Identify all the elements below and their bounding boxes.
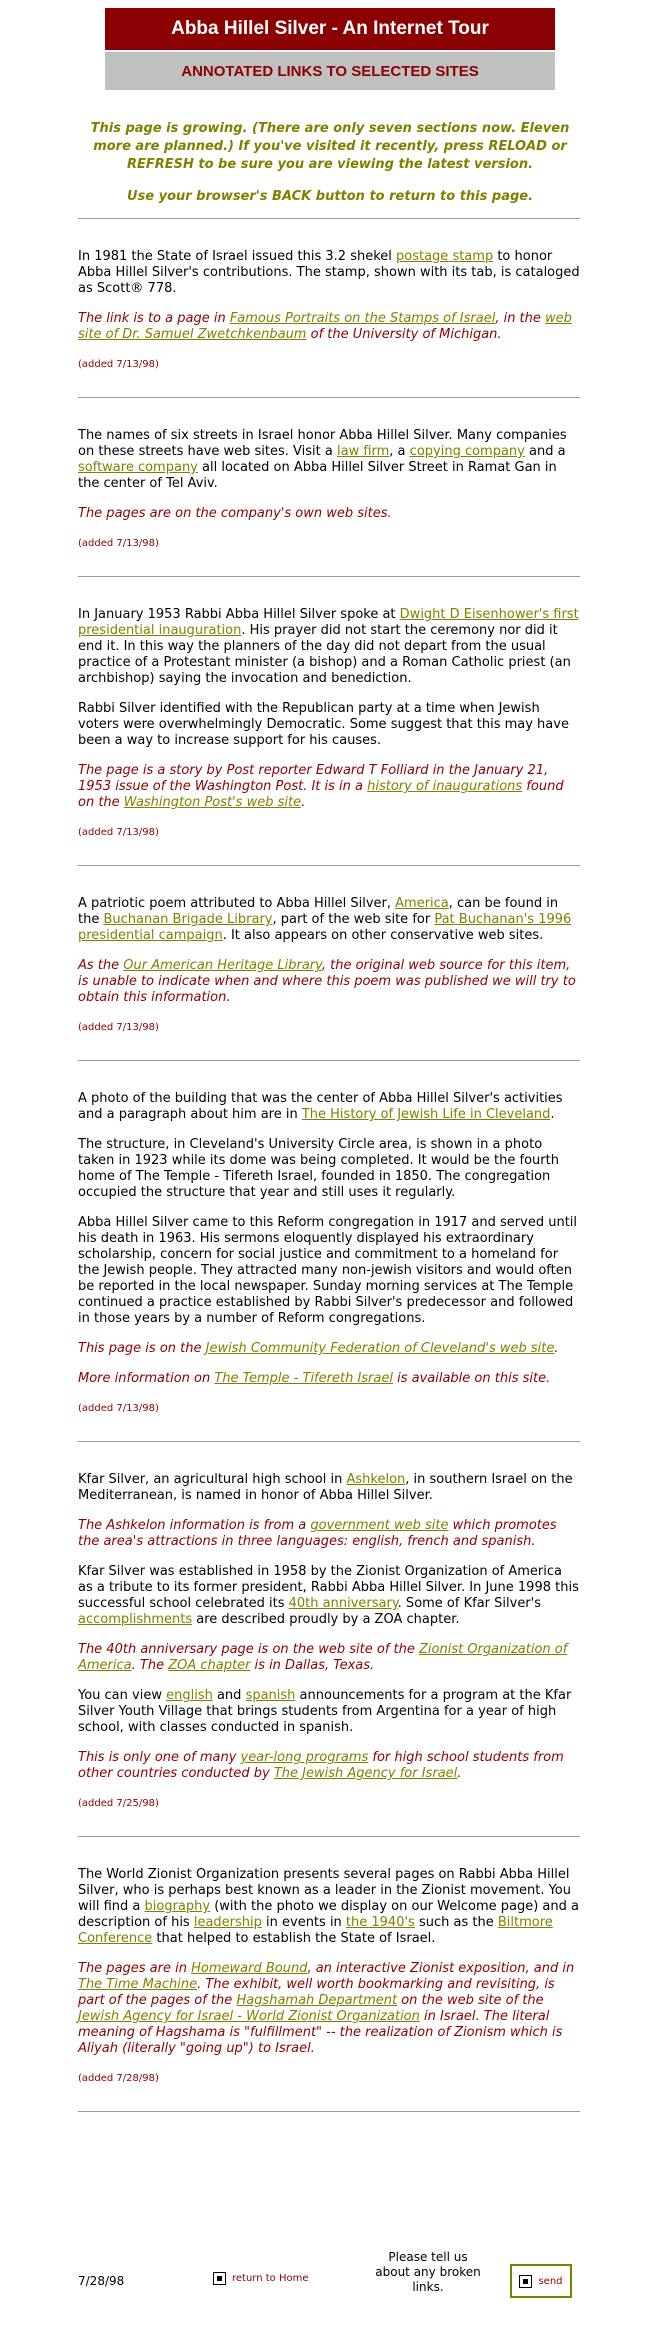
text: , part of the web site for bbox=[272, 912, 435, 927]
divider bbox=[78, 2111, 580, 2112]
link-accomplishments[interactable]: accomplishments bbox=[78, 1612, 193, 1627]
text: on the web site of the bbox=[397, 1993, 544, 2008]
section-stamp bbox=[78, 219, 580, 397]
text: announcements for a program at the Kfar Silver Youth Village that brings students from Argentina for a year of high school, with classes conducted in spanish. bbox=[78, 1688, 572, 1735]
text: . bbox=[457, 1766, 462, 1781]
text: This page is on the bbox=[78, 1341, 206, 1356]
mail-icon[interactable] bbox=[519, 2275, 532, 2288]
paragraph: The structure, in Cleveland's University Circle area, is shown in a photo taken in 1923 while its dome was being completed. It would be the fourth home of The Temple - Tifereth Israel, founded in 1850. The congregation occupied the structure that year and still uses it regularly. bbox=[78, 1137, 559, 1200]
text: are described proudly by a ZOA chapter. bbox=[192, 1612, 460, 1627]
link-buchanan-brigade-library[interactable]: Buchanan Brigade Library bbox=[103, 912, 273, 927]
paragraph: Abba Hillel Silver came to this Reform congregation in 1917 and served until his death in 1963. His sermons eloquently displayed his extraordinary scholarship, concern for social justice and commitment to a homeland for the Jewish people. They attracted many non-jewish visitors and would often be reported in the local newspaper. Sunday morning services at The Temple continued a practice established by Rabbi Silver's predecessor and followed in those years by a number of Reform congregations. bbox=[78, 1215, 578, 1326]
link-hagshamah-department[interactable]: Hagshamah Department bbox=[236, 1993, 398, 2008]
return-home-label[interactable]: return to Home bbox=[232, 2273, 309, 2284]
link-english[interactable]: english bbox=[166, 1688, 213, 1703]
send-label[interactable]: send bbox=[538, 2275, 563, 2287]
text: in events in bbox=[261, 1915, 346, 1930]
text: In January 1953 Rabbi Abba Hillel Silver spoke at bbox=[78, 607, 400, 622]
paragraph bbox=[78, 1867, 580, 1947]
link-zwetchkenbaum-site[interactable]: web site of Dr. Samuel Zwetchkenbaum bbox=[78, 311, 572, 342]
text: , in southern Israel on the Mediterranean, is named in honor of Abba Hillel Silver. bbox=[78, 1472, 573, 1503]
section-cleveland bbox=[78, 1061, 580, 1441]
section-poem bbox=[78, 866, 580, 1060]
link-jewish-agency-for-israel[interactable]: The Jewish Agency for Israel bbox=[273, 1766, 458, 1781]
note: The pages are on the company's own web sites. bbox=[78, 506, 392, 521]
note bbox=[78, 1371, 580, 1387]
text: . The bbox=[131, 1658, 169, 1673]
link-law-firm[interactable]: law firm bbox=[336, 444, 390, 459]
text: , in the bbox=[495, 311, 546, 326]
note bbox=[78, 1518, 580, 1550]
link-copying-company[interactable]: copying company bbox=[409, 444, 525, 459]
paragraph bbox=[78, 428, 580, 492]
paragraph bbox=[78, 249, 580, 297]
link-american-heritage-library[interactable]: Our American Heritage Library bbox=[123, 958, 322, 973]
text: for high school students from other countries conducted by bbox=[78, 1750, 564, 1781]
notice-back: Use your browser's BACK button to return to this page. bbox=[126, 189, 534, 204]
text: and a bbox=[524, 444, 566, 459]
text: , an interactive Zionist exposition, and in bbox=[307, 1961, 575, 1976]
paragraph bbox=[78, 607, 580, 687]
paragraph bbox=[78, 1091, 580, 1123]
text: all located on Abba Hillel Silver Street in Ramat Gan in the center of Tel Aviv. bbox=[78, 460, 557, 491]
paragraph bbox=[78, 1564, 580, 1628]
text: As the bbox=[78, 958, 124, 973]
page-title: Abba Hillel Silver - An Internet Tour bbox=[105, 8, 555, 50]
added-date: (added 7/13/98) bbox=[78, 538, 159, 549]
text: found on the bbox=[78, 779, 564, 810]
text: , the original web source for this item, is unable to indicate when and where this poem was published we will try to obtain this information. bbox=[78, 958, 576, 1005]
added-date: (added 7/13/98) bbox=[78, 827, 159, 838]
link-time-machine[interactable]: The Time Machine bbox=[78, 1977, 198, 1992]
link-ashkelon[interactable]: Ashkelon bbox=[346, 1472, 406, 1487]
footer bbox=[78, 2240, 580, 2320]
link-buchanan-campaign[interactable]: Pat Buchanan's 1996 presidential campaign bbox=[78, 912, 572, 943]
return-home-link[interactable] bbox=[213, 2272, 309, 2285]
text: You can view bbox=[78, 1688, 167, 1703]
text: . bbox=[550, 1107, 555, 1122]
link-zoa-chapter[interactable]: ZOA chapter bbox=[168, 1658, 251, 1673]
text: in Israel. The literal meaning of Hagshama is "fulfillment" -- the realization of Zionism which is Aliyah (literally "going up") to Israel. bbox=[78, 2009, 563, 2056]
text: The names of six streets in Israel honor Abba Hillel Silver. Many companies on these streets have web sites. Visit a bbox=[78, 428, 567, 459]
link-famous-portraits[interactable]: Famous Portraits on the Stamps of Israel bbox=[229, 311, 496, 326]
paragraph: Rabbi Silver identified with the Republican party at a time when Jewish voters were overwhelmingly Democratic. Some suggest that this may have been a way to increase support for his causes. bbox=[78, 701, 569, 748]
link-homeward-bound[interactable]: Homeward Bound bbox=[191, 1961, 308, 1976]
link-40th-anniversary[interactable]: 40th anniversary bbox=[288, 1596, 398, 1611]
link-year-long-programs[interactable]: year-long programs bbox=[240, 1750, 369, 1765]
text: to honor Abba Hillel Silver's contributions. The stamp, shown with its tab, is cataloged as Scott® 778. bbox=[78, 249, 580, 296]
text: A patriotic poem attributed to Abba Hillel Silver, bbox=[78, 896, 396, 911]
text: is available on this site. bbox=[392, 1371, 551, 1386]
text: . Some of Kfar Silver's bbox=[397, 1596, 542, 1611]
link-eisenhower-inauguration[interactable]: Dwight D Eisenhower's first presidential inauguration bbox=[78, 607, 579, 638]
text: , can be found in the bbox=[78, 896, 559, 927]
paragraph bbox=[78, 1688, 580, 1736]
text: Kfar Silver was established in 1958 by the Zionist Organization of America as a tribute to its former president, Rabbi Abba Hillel Silver. In June 1998 this successful school celebrated its bbox=[78, 1564, 579, 1611]
section-kfar-silver bbox=[78, 1442, 580, 1836]
link-america-poem[interactable]: America bbox=[395, 896, 449, 911]
text: The page is a story by Post reporter Edward T Folliard in the January 21, 1953 issue of the Washington Post. It is in a bbox=[78, 763, 549, 794]
text: (with the photo we display on our Welcome page) and a description of his bbox=[78, 1899, 579, 1930]
link-jcf-cleveland[interactable]: Jewish Community Federation of Cleveland's web site bbox=[205, 1341, 555, 1356]
text: The pages are in bbox=[78, 1961, 192, 1976]
text: . It also appears on other conservative web sites. bbox=[222, 928, 544, 943]
note bbox=[78, 958, 580, 1006]
text: is in Dallas, Texas. bbox=[250, 1658, 375, 1673]
text: . bbox=[301, 795, 306, 810]
text: The World Zionist Organization presents several pages on Rabbi Abba Hillel Silver, who is perhaps best known as a leader in the Zionist movement. You will find a bbox=[78, 1867, 571, 1914]
text: A photo of the building that was the center of Abba Hillel Silver's activities and a paragraph about him are in bbox=[78, 1091, 563, 1122]
added-date: (added 7/13/98) bbox=[78, 1403, 159, 1414]
text: . bbox=[554, 1341, 559, 1356]
link-leadership[interactable]: leadership bbox=[193, 1915, 262, 1930]
text: which promotes the area's attractions in three languages: english, french and spanish. bbox=[78, 1518, 557, 1549]
paragraph bbox=[78, 1472, 580, 1504]
note bbox=[78, 763, 580, 811]
page-subtitle: ANNOTATED LINKS TO SELECTED SITES bbox=[105, 52, 555, 90]
broken-links-note: Please tell us about any broken links. bbox=[375, 2250, 481, 2294]
text: . The exhibit, well worth bookmarking and revisiting, is part of the pages of the bbox=[78, 1977, 555, 2008]
text: and bbox=[212, 1688, 246, 1703]
link-biography[interactable]: biography bbox=[144, 1899, 211, 1914]
text: The Ashkelon information is from a bbox=[78, 1518, 311, 1533]
text: , a bbox=[389, 444, 410, 459]
link-postage-stamp[interactable]: postage stamp bbox=[396, 249, 494, 264]
link-the-1940s[interactable]: the 1940's bbox=[345, 1915, 415, 1930]
note bbox=[78, 1341, 580, 1357]
text: This is only one of many bbox=[78, 1750, 241, 1765]
text: . His prayer did not start the ceremony nor did it end it. In this way the planners of the day did not depart from the usual practice of a Protestant minister (a bishop) and a Roman Catholic priest (an archbishop) saying the invocation and benediction. bbox=[78, 623, 571, 686]
home-button-icon[interactable] bbox=[213, 2272, 226, 2285]
paragraph bbox=[78, 896, 580, 944]
link-temple-tifereth-israel[interactable]: The Temple - Tifereth Israel bbox=[214, 1371, 393, 1386]
notice-reload: This page is growing. (There are only seven sections now. Eleven more are planned.) If you've visited it recently, press RELOAD or REFRESH to be sure you are viewing the latest version. bbox=[90, 121, 570, 172]
added-date: (added 7/25/98) bbox=[78, 1798, 159, 1809]
section-wzo bbox=[78, 1837, 580, 2111]
link-spanish[interactable]: spanish bbox=[245, 1688, 296, 1703]
added-date: (added 7/13/98) bbox=[78, 359, 159, 370]
text: More information on bbox=[78, 1371, 215, 1386]
growing-notice bbox=[80, 120, 580, 220]
link-government-web-site[interactable]: government web site bbox=[310, 1518, 449, 1533]
link-jafi-wzo[interactable]: Jewish Agency for Israel - World Zionist Organization bbox=[78, 2009, 420, 2024]
link-biltmore-conference[interactable]: Biltmore Conference bbox=[78, 1915, 553, 1946]
link-jewish-life-cleveland[interactable]: The History of Jewish Life in Cleveland bbox=[301, 1107, 551, 1122]
footer-date: 7/28/98 bbox=[78, 2274, 125, 2288]
link-software-company[interactable]: software company bbox=[78, 460, 198, 475]
text: such as the bbox=[414, 1915, 498, 1930]
text: Kfar Silver, an agricultural high school in bbox=[78, 1472, 347, 1487]
send-button[interactable] bbox=[510, 2264, 572, 2298]
added-date: (added 7/28/98) bbox=[78, 2073, 159, 2084]
link-zionist-organization-of-america[interactable]: Zionist Organization of America bbox=[78, 1642, 568, 1673]
added-date: (added 7/13/98) bbox=[78, 1022, 159, 1033]
note bbox=[78, 1750, 580, 1782]
link-washington-post[interactable]: Washington Post's web site bbox=[123, 795, 302, 810]
text: The 40th anniversary page is on the web site of the bbox=[78, 1642, 419, 1657]
note bbox=[78, 1961, 580, 2057]
text: The link is to a page in bbox=[78, 311, 230, 326]
note bbox=[78, 1642, 580, 1674]
note bbox=[78, 311, 580, 343]
link-history-of-inaugurations[interactable]: history of inaugurations bbox=[367, 779, 523, 794]
section-inauguration bbox=[78, 577, 580, 865]
section-streets bbox=[78, 398, 580, 576]
text: In 1981 the State of Israel issued this 3.2 shekel bbox=[78, 249, 397, 264]
text: of the University of Michigan. bbox=[306, 327, 502, 342]
text: that helped to establish the State of Israel. bbox=[152, 1931, 436, 1946]
content bbox=[78, 218, 580, 2112]
